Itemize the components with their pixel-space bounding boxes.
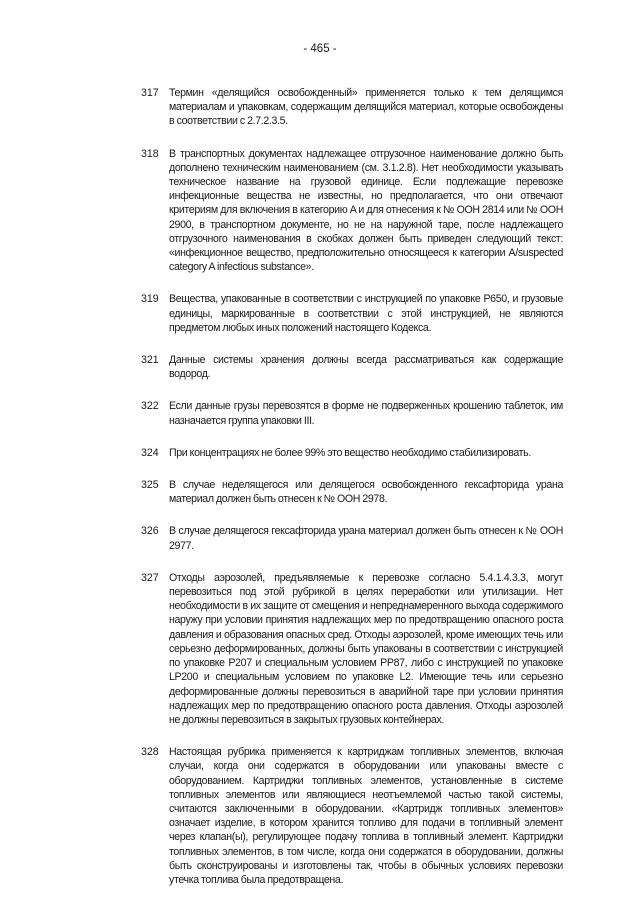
provision-text: Если данные грузы перевозятся в форме не подверженных крошению таблеток, им назначается группа упаковки III. <box>169 400 563 427</box>
provision-text: Вещества, упакованные в соответствии с инструкцией по упаковке P650, и грузовые единицы, маркированные в соответствии с этой инструкцией, не являются предметом любых иных положений настоящего Кодекса. <box>169 293 563 334</box>
provision-317 <box>141 86 563 129</box>
provision-number: 318 <box>141 147 159 160</box>
provision-text: Настоящая рубрика применяется к картриджам топливных элементов, включая случаи, когда они содержатся в оборудовании или упакованы вместе с оборудованием. Картриджи топливных элементов, установленные в системе топливных элементов или являющиеся неотъемлемой частью такой системы, считаются заключенными в оборудовании. «Картридж топливных элементов» означает изделие, в котором хранится топливо для подачи в топливный элемент через клапан(ы), регулирующее подачу топлива в топливный элемент. Картриджи топливных элементов, в том числе, когда они содержатся в оборудовании, должны быть сконструированы и изготовлены так, чтобы в обычных условиях перевозки утечка топлива была предотвращена. <box>169 746 563 886</box>
provision-number: 322 <box>141 400 159 413</box>
provision-text: В транспортных документах надлежащее отгрузочное наименование должно быть дополнено техническим наименованием (см. 3.1.2.8). Нет необходимости указывать техническое название на грузовой единице. Если подлежащие перевозке инфекционные вещества не известны, но предполагается, что они отвечают критериям для включения в категорию A и для отнесения к № ООН 2814 или № ООН 2900, в транспортном документе, но не на наружной таре, после надлежащего отгрузочного наименования в скобках должен быть приведен следующий текст: «инфекционное вещество, предположительно относящееся к категории A/suspected category A infectious substance». <box>169 147 563 274</box>
provision-number: 324 <box>141 446 159 459</box>
provision-321 <box>141 353 563 381</box>
provision-number: 317 <box>141 87 159 99</box>
provision-328 <box>141 745 563 887</box>
provision-number: 325 <box>141 479 159 492</box>
provision-text: Данные системы хранения должны всегда рассматриваться как содержащие водород. <box>169 354 563 381</box>
provision-text: При концентрациях не более 99% это вещество необходимо стабилизировать. <box>169 446 531 459</box>
provision-number: 319 <box>141 293 159 306</box>
provision-322 <box>141 399 563 427</box>
provision-327 <box>141 571 563 727</box>
provision-number: 326 <box>141 525 159 538</box>
provision-325 <box>141 478 563 506</box>
provision-text: В случае делящегося гексафторида урана материал должен быть отнесен к № ООН 2977. <box>169 525 563 552</box>
provision-number: 327 <box>141 571 159 584</box>
provision-number: 328 <box>141 746 159 759</box>
special-provisions-list <box>141 86 563 905</box>
page-number: - 465 - <box>303 43 337 55</box>
provision-318 <box>141 147 563 275</box>
provision-text: Отходы аэрозолей, предъявляемые к перевозке согласно 5.4.1.4.3.3, могут перевозиться под этой рубрикой в целях переработки или утилизации. Нет необходимости в их защите от смещения и непреднамеренного выхода содержимого наружу при условии принятия надлежащих мер по предотвращению опасного роста давления и образования опасных сред. Отходы аэрозолей, кроме имеющих течь или серьезно деформированных, должны быть упакованы в соответствии с инструкцией по упаковке P207 и специальным условием PP87, либо с инструкцией по упаковке LP200 и специальным условием по упаковке L2. Имеющие течь или серьезно деформированные должны перевозиться в аварийной таре при условии принятия надлежащих мер по предотвращению опасного роста давления. Отходы аэрозолей не должны перевозиться в закрытых грузовых контейнерах. <box>169 571 563 726</box>
provision-text: Термин «делящийся освобожденный» применяется только к тем делящимся материалам и упаковкам, содержащим делящийся материал, которые освобождены в соответствии с 2.7.2.3.5. <box>169 87 563 128</box>
provision-text: В случае неделящегося или делящегося освобожденного гексафторида урана материал должен быть отнесен к № ООН 2978. <box>169 479 563 506</box>
provision-319 <box>141 292 563 335</box>
provision-number: 321 <box>141 354 159 367</box>
provision-324 <box>141 446 563 460</box>
provision-326 <box>141 524 563 552</box>
